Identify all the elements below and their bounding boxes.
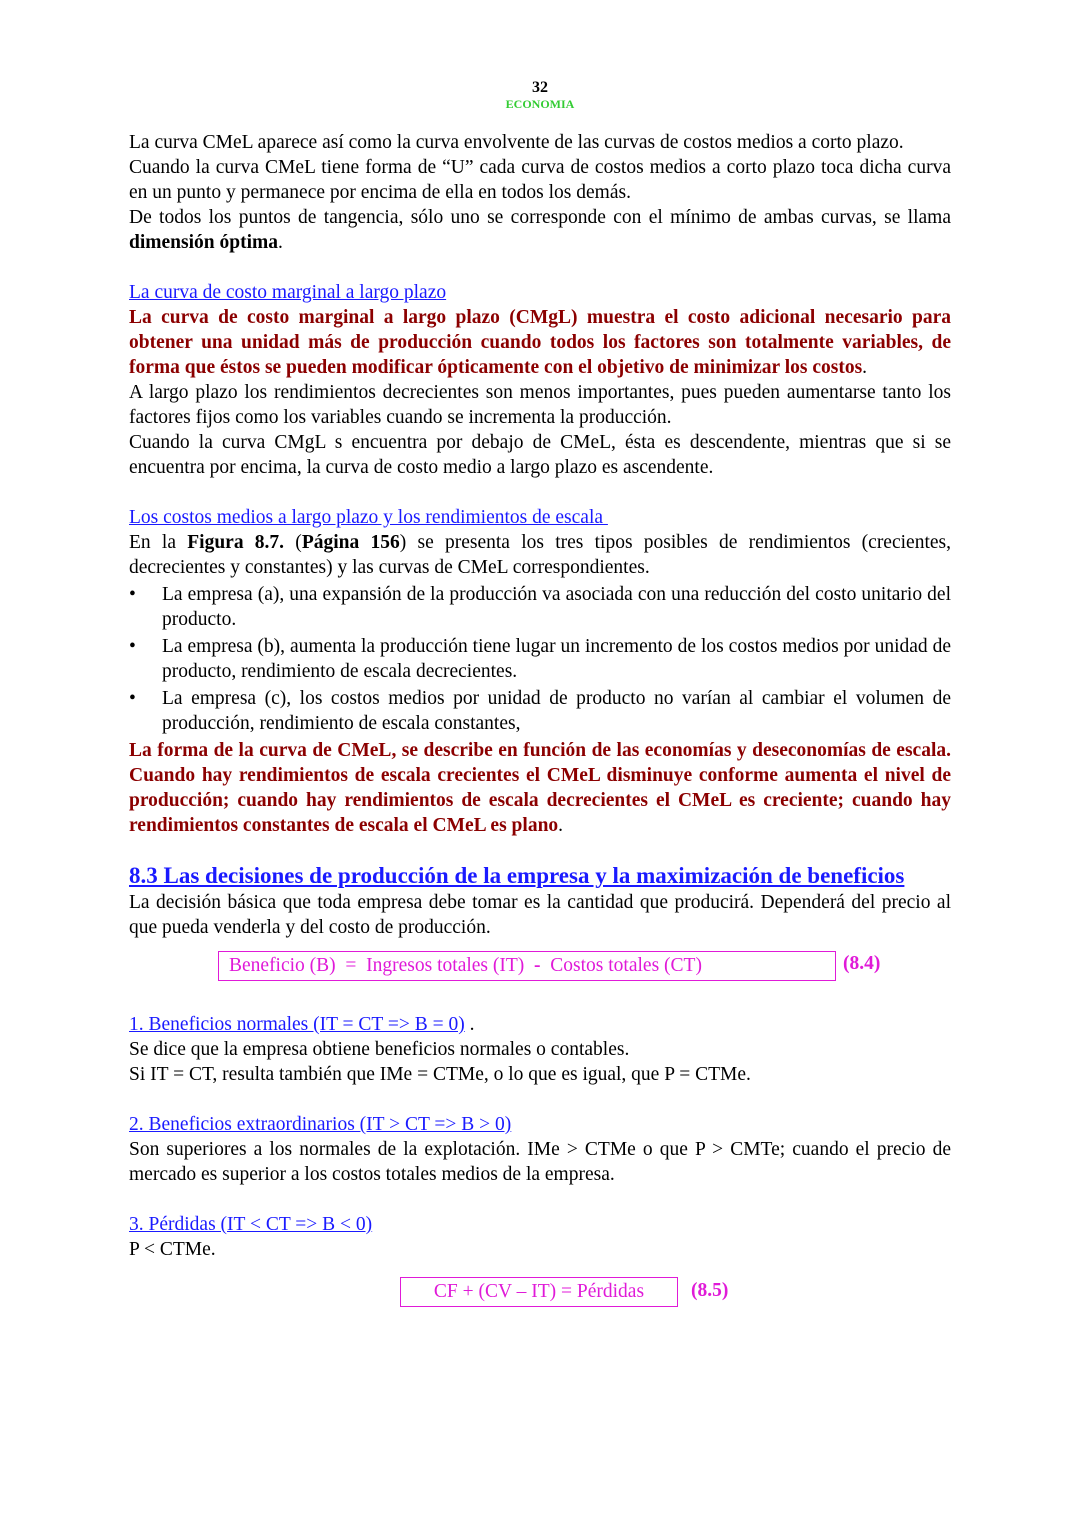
paragraph-envelope: La curva CMeL aparece así como la curva envolvente de las curvas de costos medios a corto plazo. <box>129 132 904 153</box>
case-extraordinary-profit-text: Son superiores a los normales de la explotación. IMe > CTMe o que P > CMTe; cuando el precio de mercado es superior a los costos totales medios de la empresa. <box>129 1139 951 1185</box>
page-content <box>129 130 951 1312</box>
case-normal-profit-line-2: Si IT = CT, resulta también que IMe = CTMe, o lo que es igual, que P = CTMe. <box>129 1064 751 1085</box>
equation-8-4 <box>129 940 951 998</box>
bullet-icon: • <box>129 584 136 605</box>
equation-number: (8.5) <box>691 1280 729 1301</box>
paragraph-production-decision: La decisión básica que toda empresa debe tomar es la cantidad que producirá. Dependerá del precio al que pueda venderla y del costo de producción. <box>129 892 951 938</box>
term-optimal-dimension: dimensión óptima <box>129 232 278 253</box>
figure-reference: Figura 8.7. <box>187 532 285 553</box>
paragraph-cmgl-position: Cuando la curva CMgL s encuentra por debajo de CMeL, ésta es descendente, mientras que si se encuentra por encima, la curva de costo medio a largo plazo es ascendente. <box>129 432 951 478</box>
list-item: • La empresa (b), aumenta la producción tiene lugar un incremento de los costos medios por unidad de producto, rendimiento de escala decrecientes. <box>129 636 951 682</box>
case-extraordinary-profit-title[interactable]: 2. Beneficios extraordinarios (IT > CT => B > 0) <box>129 1114 512 1135</box>
page-header <box>0 78 1080 111</box>
case-normal-profit-title[interactable]: 1. Beneficios normales (IT = CT => B = 0) . <box>129 1014 475 1035</box>
equation-box-losses: CF + (CV – IT) = Pérdidas <box>400 1277 678 1307</box>
case-losses-text: P < CTMe. <box>129 1239 216 1260</box>
section-link-marginal-cost[interactable]: La curva de costo marginal a largo plazo <box>129 282 447 303</box>
page-number: 32 <box>532 79 548 96</box>
page-reference: Página 156 <box>301 532 400 553</box>
bullet-icon: • <box>129 636 136 657</box>
bullet-icon: • <box>129 688 136 709</box>
case-losses-title[interactable]: 3. Pérdidas (IT < CT => B < 0) <box>129 1214 373 1235</box>
section-link-scale-returns[interactable]: Los costos medios a largo plazo y los rendimientos de escala <box>129 507 608 528</box>
case-normal-profit-line-1: Se dice que la empresa obtiene beneficios normales o contables. <box>129 1039 630 1060</box>
section-heading-8-3[interactable]: 8.3 Las decisiones de producción de la empresa y la maximización de beneficios <box>129 863 905 888</box>
equation-8-5 <box>129 1262 951 1312</box>
definition-marginal-cost: La curva de costo marginal a largo plazo (CMgL) muestra el costo adicional necesario para obtener una unidad más de producción cuando todos los factores son totalmente variables, de forma que éstos se pueden modificar ópticamente con el objetivo de minimizar los costos. <box>129 307 951 378</box>
equation-number: (8.4) <box>843 953 881 974</box>
list-item: • La empresa (c), los costos medios por unidad de producto no varían al cambiar el volumen de producción, rendimiento de escala constantes, <box>129 688 951 734</box>
list-item: • La empresa (a), una expansión de la producción va asociada con una reducción del costo unitario del producto. <box>129 584 951 630</box>
equation-box-profit: Beneficio (B) = Ingresos totales (IT) - Costos totales (CT) <box>218 951 836 981</box>
paragraph-tangency: De todos los puntos de tangencia, sólo uno se corresponde con el mínimo de ambas curvas, se llama dimensión óptima. <box>129 207 951 253</box>
paragraph-u-shape: Cuando la curva CMeL tiene forma de “U” cada curva de costos medios a corto plazo toca dicha curva en un punto y permanece por encima de ella en todos los demás. <box>129 157 951 203</box>
definition-cmel-shape: La forma de la curva de CMeL, se describe en función de las economías y deseconomías de escala. Cuando hay rendimientos de escala crecientes el CMeL disminuye conforme aumenta el nivel de producción; cuando hay rendimientos de escala decrecientes el CMeL es creciente; cuando hay rendimientos constantes de escala el CMeL es plano. <box>129 740 951 836</box>
paragraph-decreasing-returns: A largo plazo los rendimientos decrecientes son menos importantes, pues pueden aumentarse tanto los factores fijos como los variables cuando se incrementa la producción. <box>129 382 951 428</box>
subject-label: ECONOMIA <box>505 97 575 111</box>
paragraph-figure-reference: En la Figura 8.7. (Página 156) se presenta los tres tipos posibles de rendimientos (crecientes, decrecientes y constantes) y las curvas de CMeL correspondientes. <box>129 532 951 578</box>
bullet-list-firms <box>129 582 951 736</box>
